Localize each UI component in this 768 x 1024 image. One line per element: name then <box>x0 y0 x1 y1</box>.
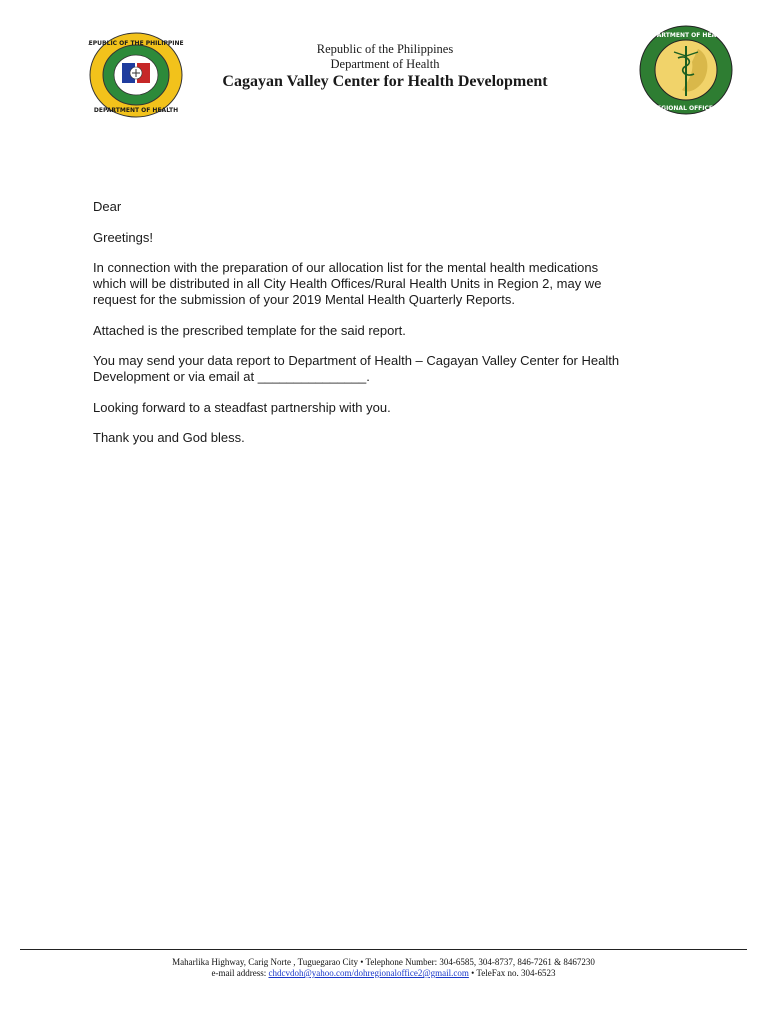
letterhead-republic: Republic of the Philippines <box>316 42 454 56</box>
seal-right-top-text: DEPARTMENT OF HEALTH <box>643 32 729 39</box>
footer-fax: • TeleFax no. 304-6523 <box>468 968 556 978</box>
doh-seal-right <box>638 24 734 116</box>
salutation: Dear <box>93 199 122 214</box>
seal-left-top-text: REPUBLIC OF THE PHILIPPINES <box>88 40 184 47</box>
letterhead-office: Cagayan Valley Center for Health Development <box>222 73 548 90</box>
letterhead <box>190 42 580 92</box>
footer-divider <box>20 949 747 950</box>
paragraph-4: Looking forward to a steadfast partnership with you. <box>93 399 391 415</box>
letterhead-department: Department of Health <box>330 57 440 71</box>
footer-email-link[interactable]: chdcvdoh@yahoo.com/dohregionaloffice2@gmail.com <box>268 968 469 978</box>
greeting: Greetings! <box>93 229 153 245</box>
letter-body <box>93 199 693 446</box>
doh-seal-left <box>88 32 184 118</box>
seal-left-bottom-text: DEPARTMENT OF HEALTH <box>93 107 179 114</box>
footer-address: Maharlika Highway, Carig Norte , Tuguegarao City • Telephone Number: 304-6585, 304-8737, 846-7261 & 8467230 <box>172 957 595 967</box>
paragraph-2: Attached is the prescribed template for the said report. <box>93 322 406 338</box>
paragraph-3-line-2: Development or via email at _______________. <box>93 369 370 384</box>
closing: Thank you and God bless. <box>93 430 245 445</box>
paragraph-1-line-3: request for the submission of your 2019 Mental Health Quarterly Reports. <box>93 292 515 307</box>
footer-contact <box>20 968 747 979</box>
seal-right-bottom-text: REGIONAL OFFICE II <box>652 105 720 112</box>
footer <box>20 957 747 979</box>
paragraph-1-line-2: which will be distributed in all City Health Offices/Rural Health Units in Region 2, may we <box>93 276 602 291</box>
paragraph-1-line-1: In connection with the preparation of our allocation list for the mental health medications <box>93 260 599 275</box>
paragraph-3-line-1: You may send your data report to Department of Health – Cagayan Valley Center for Health <box>93 353 620 368</box>
footer-email-label: e-mail address: <box>211 968 269 978</box>
